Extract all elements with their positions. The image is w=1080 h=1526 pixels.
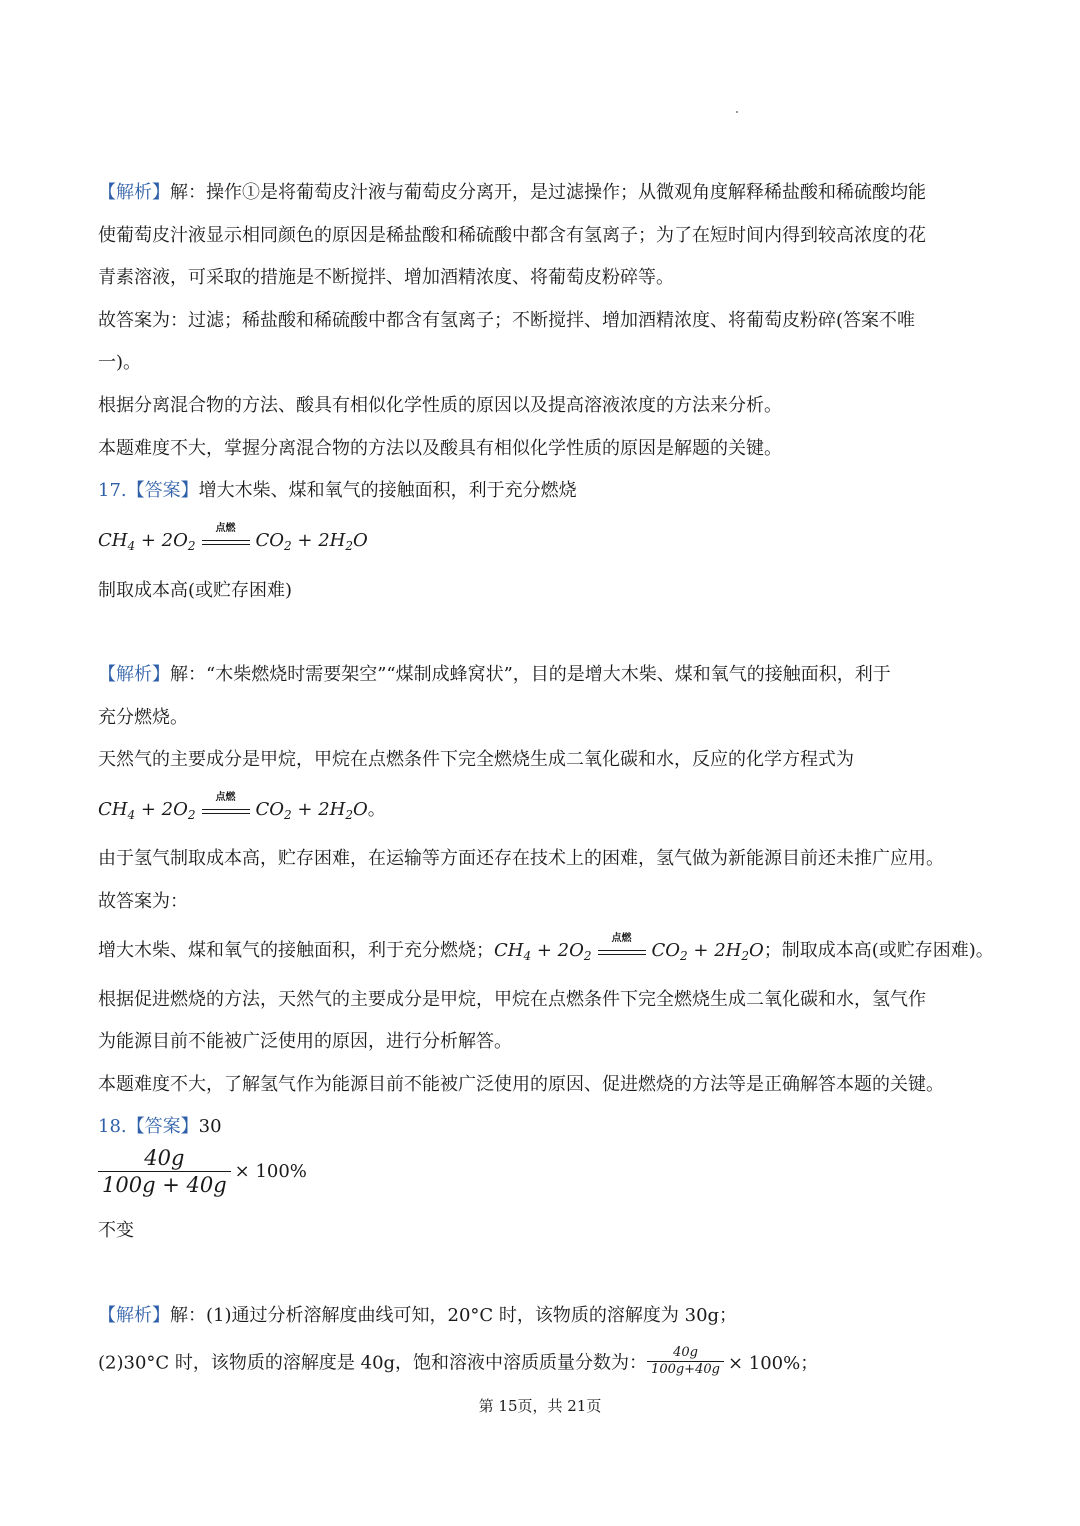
answer-summary-17: 增大木柴、煤和氧气的接触面积，利于充分燃烧；$CH_4 + 2O_2$ 点燃 $CO_2 + 2H_2O$；制取成本高(或贮存困难)。 xyxy=(98,933,994,963)
analysis-line-2: 使葡萄皮汁液显示相同颜色的原因是稀盐酸和稀硫酸中都含有氢离子；为了在短时间内得到较高浓度的花 xyxy=(98,225,926,246)
analysis-text: 解：操作①是将葡萄皮汁液与葡萄皮分离开，是过滤操作；从微观角度解释稀盐酸和稀硫酸均能 xyxy=(170,182,926,203)
mass-fraction-formula: $\frac{40g}{100g + 40g}$ × 100% xyxy=(98,1145,307,1198)
method-17-line-1: 根据促进燃烧的方法，天然气的主要成分是甲烷，甲烷在点燃条件下完全燃烧生成二氧化碳和水，氢气作 xyxy=(98,989,926,1010)
answer-summary-line-2: 一)。 xyxy=(98,352,142,373)
method-line: 根据分离混合物的方法、酸具有相似化学性质的原因以及提高溶液浓度的方法来分析。 xyxy=(98,395,782,416)
analysis-text: 解：“木柴燃烧时需要架空”“煤制成蜂窝状”，目的是增大木柴、煤和氧气的接触面积，利于 xyxy=(170,664,891,685)
method-17-line-2: 为能源目前不能被广泛使用的原因，进行分析解答。 xyxy=(98,1031,512,1052)
question-number: 18. xyxy=(98,1116,127,1137)
question-18-answer xyxy=(98,1114,222,1140)
analysis-17-line-1 xyxy=(98,662,891,688)
analysis-18-line-2: (2)30°C 时，该物质的溶解度是 40g，饱和溶液中溶质质量分数为： $\frac{40g}{100g+40g}$ × 100%； xyxy=(98,1345,819,1377)
analysis-line-1 xyxy=(98,180,926,206)
analysis-17-line-2: 充分燃烧。 xyxy=(98,707,188,728)
analysis-tag: 【解析】 xyxy=(98,182,170,203)
analysis-17-hydrogen: 由于氢气制取成本高，贮存困难，在运输等方面还存在技术上的困难，氢气做为新能源目前还未推广应用。 xyxy=(98,848,944,869)
equation-methane-combustion-2: $CH_4 + 2O_2$ 点燃 $CO_2 + 2H_2O$。 xyxy=(98,792,386,822)
question-number: 17. xyxy=(98,480,127,501)
analysis-line-3: 青素溶液，可采取的措施是不断搅拌、增加酒精浓度、将葡萄皮粉碎等。 xyxy=(98,267,674,288)
reaction-arrow: 点燃 xyxy=(596,942,648,960)
answer-text: 30 xyxy=(198,1116,222,1137)
scan-speck xyxy=(736,111,738,113)
analysis-18-line-1 xyxy=(98,1303,737,1329)
page-footer: 第 15页，共 21页 xyxy=(478,1397,602,1415)
analysis-tag: 【解析】 xyxy=(98,1305,170,1326)
fraction: $\frac{40g}{100g + 40g}$ xyxy=(98,1145,231,1198)
reaction-arrow: 点燃 xyxy=(200,532,252,550)
fraction: $\frac{40g}{100g+40g}$ xyxy=(647,1345,724,1378)
question-17-answer xyxy=(98,478,577,504)
answer-tag: 【答案】 xyxy=(126,1116,199,1137)
answer-text: 增大木柴、煤和氧气的接触面积，利于充分燃烧 xyxy=(198,480,577,501)
analysis-text: 解：(1)通过分析溶解度曲线可知，20°C 时，该物质的溶解度为 30g； xyxy=(170,1305,738,1326)
analysis-tag: 【解析】 xyxy=(98,664,170,685)
key-point-line: 本题难度不大，掌握分离混合物的方法以及酸具有相似化学性质的原因是解题的关键。 xyxy=(98,438,782,459)
answer-unchanged: 不变 xyxy=(98,1220,134,1241)
answer-tag: 【答案】 xyxy=(126,480,199,501)
answer-line-cost: 制取成本高(或贮存困难) xyxy=(98,580,293,601)
answer-summary-line: 故答案为：过滤；稀盐酸和稀硫酸中都含有氢离子；不断搅拌、增加酒精浓度、将葡萄皮粉碎(答案不唯 xyxy=(98,310,916,331)
analysis-17-line-3: 天然气的主要成分是甲烷，甲烷在点燃条件下完全燃烧生成二氧化碳和水，反应的化学方程式为 xyxy=(98,749,854,770)
equation-methane-combustion: $CH_4 + 2O_2$ 点燃 $CO_2 + 2H_2O$ xyxy=(98,523,368,553)
reaction-arrow: 点燃 xyxy=(200,801,252,819)
key-point-17: 本题难度不大，了解氢气作为能源目前不能被广泛使用的原因、促进燃烧的方法等是正确解答本题的关键。 xyxy=(98,1074,944,1095)
answer-label: 故答案为： xyxy=(98,891,188,912)
